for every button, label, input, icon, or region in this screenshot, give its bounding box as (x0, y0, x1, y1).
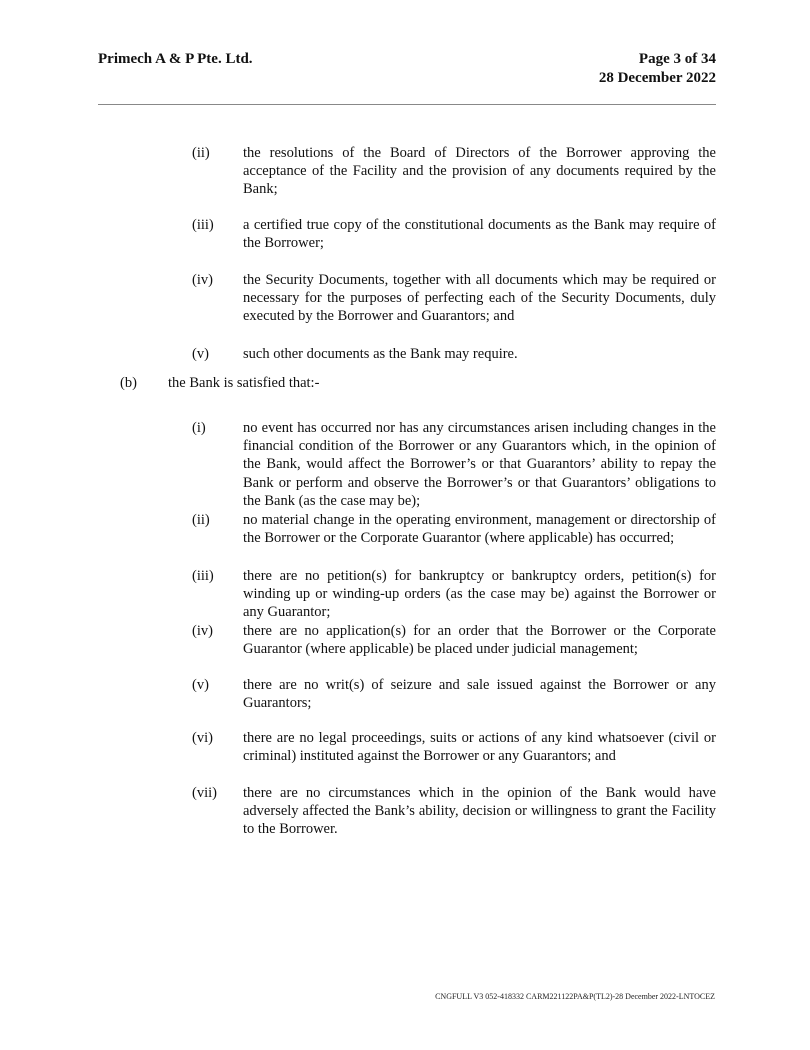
clause-number: (v) (192, 346, 209, 362)
clause-text: a certified true copy of the constitutional documents as the Bank may require of the Borrower; (243, 217, 716, 252)
header-company: Primech A & P Pte. Ltd. (98, 51, 253, 67)
clause-number: (i) (192, 420, 206, 436)
clause-number: (vii) (192, 785, 217, 801)
clause-number: (b) (120, 375, 137, 391)
clause-number: (ii) (192, 512, 210, 528)
clause-number: (iii) (192, 568, 214, 584)
header-page-info (599, 50, 716, 88)
clause-text: the resolutions of the Board of Directors of the Borrower approving the acceptance of the Facility and the provision of any documents required by the Bank; (243, 145, 716, 198)
clause-text: the Bank is satisfied that:- (168, 375, 320, 391)
clause-text: there are no petition(s) for bankruptcy or bankruptcy orders, petition(s) for winding up or winding-up orders (as the case may be) against the Borrower or any Guarantor; (243, 568, 716, 621)
clause-text: there are no circumstances which in the opinion of the Bank would have adversely affected the Bank’s ability, decision or willingness to grant the Facility to the Borrower. (243, 785, 716, 838)
clause-text: such other documents as the Bank may require. (243, 346, 518, 362)
clause-number: (ii) (192, 145, 210, 161)
clause-text: no material change in the operating environment, management or directorship of the Borrower or the Corporate Guarantor (where applicable) has occurred; (243, 512, 716, 547)
clause-number: (iv) (192, 272, 213, 288)
clause-text: there are no writ(s) of seizure and sale issued against the Borrower or any Guarantors; (243, 677, 716, 712)
clause-number: (iii) (192, 217, 214, 233)
clause-number: (v) (192, 677, 209, 693)
clause-text: the Security Documents, together with all documents which may be required or necessary for the purposes of perfecting each of the Security Documents, duly executed by the Borrower and Guarantors; and (243, 272, 716, 325)
clause-text: there are no legal proceedings, suits or actions of any kind whatsoever (civil or criminal) instituted against the Borrower or any Guarantors; and (243, 730, 716, 765)
clause-text: no event has occurred nor has any circumstances arisen including changes in the financial condition of the Borrower or any Guarantors which, in the opinion of the Bank, would affect the Borrower’s or that Guarantors’ ability to repay the Bank or perform and observe the Borrower’s or that Guarantors’ obligations to the Bank (as the case may be); (243, 420, 716, 509)
page-number: Page 3 of 34 (638, 51, 716, 67)
clause-number: (vi) (192, 730, 213, 746)
clause-number: (iv) (192, 623, 213, 639)
document-reference-footer: CNGFULL V3 052-418332 CARM221122PA&P(TL2)-28 December 2022-LNTOCEZ (435, 992, 715, 1001)
header-date: 28 December 2022 (598, 70, 716, 86)
header-divider (98, 104, 716, 105)
clause-text: there are no application(s) for an order that the Borrower or the Corporate Guarantor (where applicable) be placed under judicial management; (243, 623, 716, 658)
